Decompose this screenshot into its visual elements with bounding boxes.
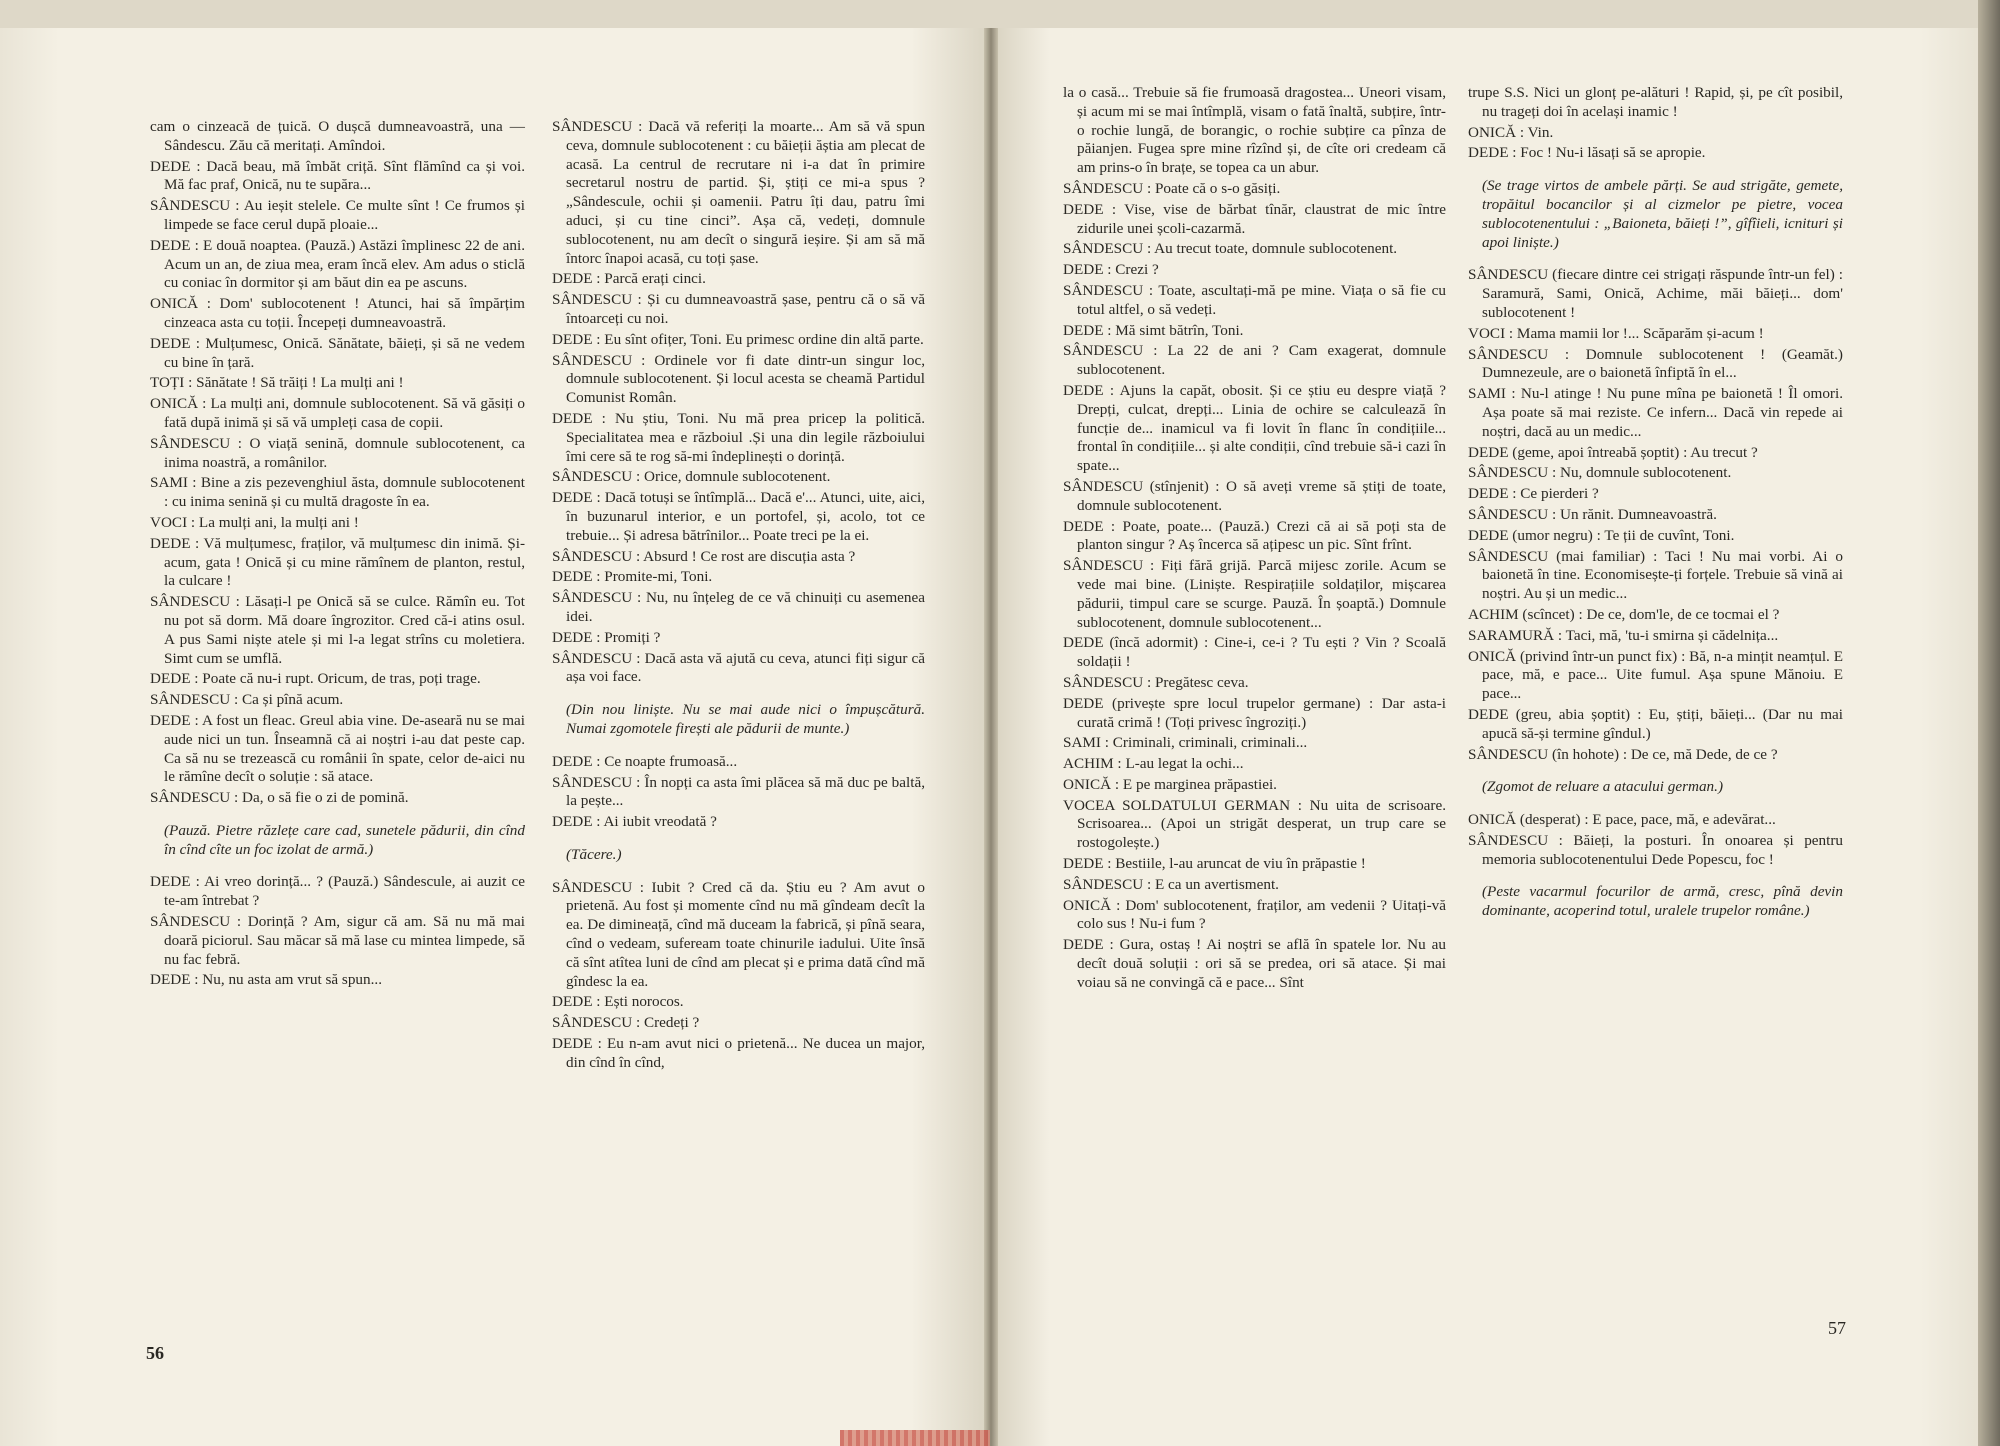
stage-direction: (Se trage virtos de ambele părți. Se aud strigăte, gemete, tropăitul bocancilor și al cizmelor pe pietre, vocea sublocotenentului : „Baioneta, băieți !”, gîfîieli, icnituri și apoi liniște.) <box>1482 177 1843 251</box>
dialogue-line: DEDE : Bestiile, l-au aruncat de viu în prăpastie ! <box>1063 855 1366 873</box>
dialogue-line: ACHIM (scîncet) : De ce, dom'le, de ce tocmai el ? <box>1468 605 1780 623</box>
dialogue-line: DEDE : Ai iubit vreodată ? <box>552 813 717 831</box>
dialogue-line: SÂNDESCU : Da, o să fie o zi de pomină. <box>150 789 409 807</box>
dialogue-line: DEDE : Crezi ? <box>1063 261 1159 279</box>
dialogue-line: ONICĂ : Dom' sublocotenent, fraților, am vedenii ? Uitați-vă colo sus ! Nu-i fum ? <box>1063 896 1446 933</box>
right-page-number: 57 <box>1828 1318 1846 1338</box>
dialogue-line: SÂNDESCU : Nu, nu înțeleg de ce vă chinuiți cu asemenea idei. <box>552 589 925 625</box>
dialogue-line: la o casă... Trebuie să fie frumoasă dragostea... Uneori visam, și acum mi se mai întîmplă, visam o fată înaltă, subțire, într-o rochie lungă, de borangic, o rochie subțire ca pînza de păianjen. Fugea spre mine rîzînd și, de cîte ori credeam că am prins-o în brațe, se topea ca un abur. <box>1063 84 1446 177</box>
dialogue-line: ONICĂ : Dom' sublocotenent ! Atunci, hai să împărțim cinzeaca asta cu toții. Începeți dumneavoastră. <box>150 295 525 331</box>
dialogue-line: DEDE (umor negru) : Te ții de cuvînt, Toni. <box>1468 526 1735 544</box>
dialogue-line: SÂNDESCU : Fiți fără grijă. Parcă mijesc zorile. Acum se vede mai bine. (Liniște. Respirațiile soldaților, mișcarea pădurii, timpul care se scurge. Pauză. În șoaptă.) Domnule sublocotenent, domnule sublocotenent... <box>1063 557 1446 631</box>
book-top-edge <box>0 0 2000 28</box>
dialogue-line: SÂNDESCU : Iubit ? Cred că da. Știu eu ? Am avut o prietenă. Au fost și momente cînd nu mă gîndeam decît la ea. De dimineață, cînd mă duceam la fabrică, și pînă seara, cînd o vedeam, sufeream toate chinurile iadului. Uite însă că sînt atîtea luni de cînd am plecat și e prima dată cînd mă gîndesc la ea. <box>552 878 925 990</box>
dialogue-line: SÂNDESCU : Credeți ? <box>552 1014 700 1032</box>
stage-direction: (Peste vacarmul focurilor de armă, cresc, pînă devin dominante, acoperind totul, uralele trupelor române.) <box>1482 883 1843 920</box>
book-gutter <box>984 28 998 1446</box>
dialogue-line: SAMI : Bine a zis pezevenghiul ăsta, domnule sublocotenent : cu inima senină și cu multă dragoste în ea. <box>150 474 525 511</box>
dialogue-line: ONICĂ : E pe marginea prăpastiei. <box>1063 775 1277 793</box>
dialogue-line: DEDE : Parcă erați cinci. <box>552 270 706 288</box>
dialogue-line: DEDE : E două noaptea. (Pauză.) Astăzi împlinesc 22 de ani. Acum un an, de ziua mea, eram încă elev. Am adus o sticlă cu coniac în dormitor și am băut din ea pe ascuns. <box>150 236 525 292</box>
dialogue-line: DEDE : Ce pierderi ? <box>1468 485 1599 503</box>
left-page-column-1 <box>150 118 525 992</box>
dialogue-line: ONICĂ : La mulți ani, domnule sublocotenent. Să vă găsiți o fată după inimă și să vă umpleți casa de copii. <box>150 395 525 431</box>
left-page-column-2 <box>552 118 925 1075</box>
dialogue-line: DEDE : A fost un fleac. Greul abia vine. De-aseară nu se mai aude nici un tun. Înseamnă că ai noștri i-au dat peste cap. Ca să nu se trezească cu românii în spate, celor de-aici nu le rămîne decît o soluție : să atace. <box>150 711 525 786</box>
dialogue-line: SÂNDESCU : Ordinele vor fi date dintr-un singur loc, domnule sublocotenent. Și locul acesta se cheamă Partidul Comunist Român. <box>552 351 925 407</box>
dialogue-line: VOCEA SOLDATULUI GERMAN : Nu uita de scrisoare. Scrisoarea... (Apoi un strigăt desperat, un trup care se rostogolește.) <box>1063 796 1446 852</box>
dialogue-line: SÂNDESCU : Dorință ? Am, sigur că am. Să nu mă mai doară piciorul. Sau măcar să mă lase cu mintea limpede, să nu fac febră. <box>150 913 525 968</box>
dialogue-line: DEDE (greu, abia șoptit) : Eu, știți, băieți... (Dar nu mai apucă să-și termine gîndul.) <box>1468 705 1843 742</box>
dialogue-line: SÂNDESCU : Toate, ascultați-mă pe mine. Viața o să fie cu totul altfel, o să vedeți. <box>1063 281 1446 318</box>
dialogue-line: DEDE : Nu știu, Toni. Nu mă prea pricep la politică. Specialitatea mea e războiul .Și una din legile războiului îmi cere să te rog să-mi îndeplinești o dorință. <box>552 409 925 465</box>
dialogue-line: DEDE : Eu n-am avut nici o prietenă... Ne ducea un major, din cînd în cînd, <box>552 1035 925 1071</box>
dialogue-line: DEDE : Vise, vise de bărbat tînăr, claustrat de mic între zidurile unei școli-cazarmă. <box>1063 200 1446 237</box>
dialogue-line: SÂNDESCU : Ca și pînă acum. <box>150 691 344 709</box>
dialogue-line: DEDE : Mulțumesc, Onică. Sănătate, băieți, și să ne vedem cu bine în țară. <box>150 334 525 371</box>
dialogue-line: DEDE : Mă simt bătrîn, Toni. <box>1063 321 1244 339</box>
dialogue-line: SÂNDESCU : O viață senină, domnule sublocotenent, ca inima noastră, a românilor. <box>150 434 525 471</box>
dialogue-line: DEDE : Vă mulțumesc, fraților, vă mulțumesc din inimă. Și-acum, gata ! Onică și cu mine rămînem de planton, restul, la culcare ! <box>150 534 525 590</box>
right-page-column-2 <box>1468 84 1843 935</box>
dialogue-line: DEDE : Ce noapte frumoasă... <box>552 752 738 770</box>
dialogue-line: SÂNDESCU : Au ieșit stelele. Ce multe sînt ! Ce frumos și limpede se face cerul după ploaie... <box>150 197 525 233</box>
dialogue-line: TOȚI : Sănătate ! Să trăiți ! La mulți ani ! <box>150 374 404 392</box>
dialogue-line: SAMI : Nu-l atinge ! Nu pune mîna pe baionetă ! Îl omori. Așa poate să mai reziste. Ce infern... Dacă vin repede ai noștri, dacă au un medic... <box>1468 385 1843 440</box>
dialogue-line: DEDE : Poate, poate... (Pauză.) Crezi că ai să poți sta de planton singur ? Aș încerca să ațipesc un pic. Sînt frînt. <box>1063 517 1446 554</box>
dialogue-line: SÂNDESCU (mai familiar) : Taci ! Nu mai vorbi. Ai o baionetă în tine. Economisește-ți forțele. Trebuie să vină ai noștri. Au și un medic... <box>1468 547 1843 603</box>
dialogue-line: SÂNDESCU : Domnule sublocotenent ! (Geamăt.) Dumnezeule, are o baionetă înfiptă în el... <box>1468 345 1843 382</box>
dialogue-line: SÂNDESCU : Pregătesc ceva. <box>1063 673 1249 691</box>
dialogue-line: SÂNDESCU : Dacă vă referiți la moarte... Am să vă spun ceva, domnule sublocotenent : cu băieții ăștia am plecat de acasă. La centrul de recrutare ni i-a dat în primire secretarul nostru de partid. Și, știți ce mi-a spus ? „Sândescule, ochii și oamenii. Patru îți dau, patru îmi aduci, și cu tine cinci”. Așa că, vedeți, domnule sublocotenent, nu am decît o singură ieșire. Și am să mă întorc înapoi acasă, cu toți șase. <box>552 118 925 267</box>
dialogue-line: ACHIM : L-au legat la ochi... <box>1063 755 1244 773</box>
right-page-column-1 <box>1063 84 1446 995</box>
dialogue-line: DEDE : Nu, nu asta am vrut să spun... <box>150 971 382 989</box>
dialogue-line: DEDE : Ai vreo dorință... ? (Pauză.) Sândescule, ai auzit ce te-am întrebat ? <box>150 873 525 910</box>
dialogue-line: SÂNDESCU : La 22 de ani ? Cam exagerat, domnule sublocotenent. <box>1063 342 1446 379</box>
stage-direction: (Pauză. Pietre răzlețe care cad, sunetele pădurii, din cînd în cînd cîte un foc izolat de armă.) <box>164 821 525 858</box>
dialogue-line: DEDE : Ești norocos. <box>552 993 684 1011</box>
dialogue-line: SARAMURĂ : Taci, mă, 'tu-i smirna și cădelnița... <box>1468 626 1779 644</box>
dialogue-line: cam o cinzeacă de țuică. O dușcă dumneavoastră, una — Sândescu. Zău că meritați. Amîndoi. <box>150 118 525 154</box>
dialogue-line: SÂNDESCU : Orice, domnule sublocotenent. <box>552 468 831 486</box>
dialogue-line: DEDE : Gura, ostaș ! Ai noștri se află în spatele lor. Nu au decît două soluții : ori să se predea, ori să atace. Și mai voiau să ne convingă că e pace... Sînt <box>1063 936 1446 991</box>
dialogue-line: SÂNDESCU : Nu, domnule sublocotenent. <box>1468 464 1732 482</box>
dialogue-line: SÂNDESCU : Poate că o s-o găsiți. <box>1063 179 1281 197</box>
dialogue-line: DEDE (geme, apoi întreabă șoptit) : Au trecut ? <box>1468 443 1758 461</box>
dialogue-line: DEDE : Foc ! Nu-i lăsați să se apropie. <box>1468 144 1706 162</box>
stage-direction: (Tăcere.) <box>566 845 622 863</box>
dialogue-line: SÂNDESCU : Băieți, la posturi. În onoarea și pentru memoria sublocotenentului Dede Popescu, foc ! <box>1468 831 1843 868</box>
stage-direction: (Din nou liniște. Nu se mai aude nici o împușcătură. Numai zgomotele firești ale pădurii de munte.) <box>566 701 925 737</box>
dialogue-line: DEDE : Poate că nu-i rupt. Oricum, de tras, poți trage. <box>150 670 481 688</box>
dialogue-line: DEDE : Promite-mi, Toni. <box>552 568 713 586</box>
dialogue-line: SÂNDESCU : Lăsați-l pe Onică să se culce. Rămîn eu. Tot nu pot să dorm. Mă doare îngrozitor. Cred că-i atins osul. A pus Sami niște atele și mi l-a legat strîns cu moletiera. Simt cum se umflă. <box>150 593 525 667</box>
dialogue-line: SÂNDESCU : În nopți ca asta îmi plăcea să mă duc pe baltă, la pește... <box>552 773 925 810</box>
dialogue-line: DEDE : Ajuns la capăt, obosit. Și ce știu eu despre viață ? Drepți, culcat, drepți... Linia de ochire se calculează în funcție de... inamicul va fi lovit în flanc în condițiile... frontal în condițiile... și alte condiții, cînd trebuie să-i cazi în spate... <box>1063 381 1446 475</box>
dialogue-line: DEDE : Dacă totuși se întîmplă... Dacă e'... Atunci, uite, aici, în buzunarul interior, e un portofel, și, acolo, tot ce trebuie... Și adresa bătrînilor... Poate treci pe la ei. <box>552 489 925 544</box>
dialogue-line: ONICĂ (privind într-un punct fix) : Bă, n-a mințit neamțul. E pace, mă, e pace... Uite fumul. Așa spune Mănoiu. E pace... <box>1468 647 1843 703</box>
dialogue-line: SÂNDESCU (fiecare dintre cei strigați răspunde într-un fel) : Saramură, Sami, Onică, Achime, măi băieți... dom' sublocotenent ! <box>1468 266 1843 321</box>
dialogue-line: SÂNDESCU : Un rănit. Dumneavoastră. <box>1468 505 1717 523</box>
bookmark-ribbon <box>840 1430 990 1446</box>
dialogue-line: trupe S.S. Nici un glonț pe-alături ! Rapid, și, pe cît posibil, nu trageți doi în același inamic ! <box>1468 84 1843 120</box>
stage-direction: (Zgomot de reluare a atacului german.) <box>1482 778 1723 796</box>
dialogue-line: DEDE (privește spre locul trupelor germane) : Dar asta-i curată crimă ! (Toți privesc îngroziți.) <box>1063 694 1446 731</box>
left-page-number: 56 <box>146 1343 164 1363</box>
dialogue-line: DEDE (încă adormit) : Cine-i, ce-i ? Tu ești ? Vin ? Scoală soldații ! <box>1063 634 1446 671</box>
dialogue-line: SÂNDESCU : Dacă asta vă ajută cu ceva, atunci fiți sigur că așa voi face. <box>552 649 925 686</box>
dialogue-line: SAMI : Criminali, criminali, criminali... <box>1063 734 1308 752</box>
dialogue-line: VOCI : La mulți ani, la mulți ani ! <box>150 513 359 531</box>
dialogue-line: SÂNDESCU : Și cu dumneavoastră șase, pentru că o să vă întoarceți cu noi. <box>552 291 925 327</box>
dialogue-line: DEDE : Eu sînt ofițer, Toni. Eu primesc ordine din altă parte. <box>552 330 924 348</box>
dialogue-line: ONICĂ : Vin. <box>1468 123 1554 141</box>
dialogue-line: DEDE : Promiți ? <box>552 628 661 646</box>
dialogue-line: SÂNDESCU : Au trecut toate, domnule sublocotenent. <box>1063 240 1398 258</box>
dialogue-line: SÂNDESCU (stînjenit) : O să aveți vreme să știți de toate, domnule sublocotenent. <box>1063 477 1446 514</box>
dialogue-line: SÂNDESCU (în hohote) : De ce, mă Dede, de ce ? <box>1468 745 1778 763</box>
dialogue-line: SÂNDESCU : E ca un avertisment. <box>1063 875 1279 893</box>
dialogue-line: DEDE : Dacă beau, mă îmbăt criță. Sînt flămînd ca și voi. Mă fac praf, Onică, nu te supăra... <box>150 157 525 194</box>
dialogue-line: ONICĂ (desperat) : E pace, pace, mă, e adevărat... <box>1468 811 1776 829</box>
book-cover-edge <box>1978 0 2000 1446</box>
dialogue-line: SÂNDESCU : Absurd ! Ce rost are discuția asta ? <box>552 547 856 565</box>
dialogue-line: VOCI : Mama mamii lor !... Scăparăm și-acum ! <box>1468 324 1764 342</box>
